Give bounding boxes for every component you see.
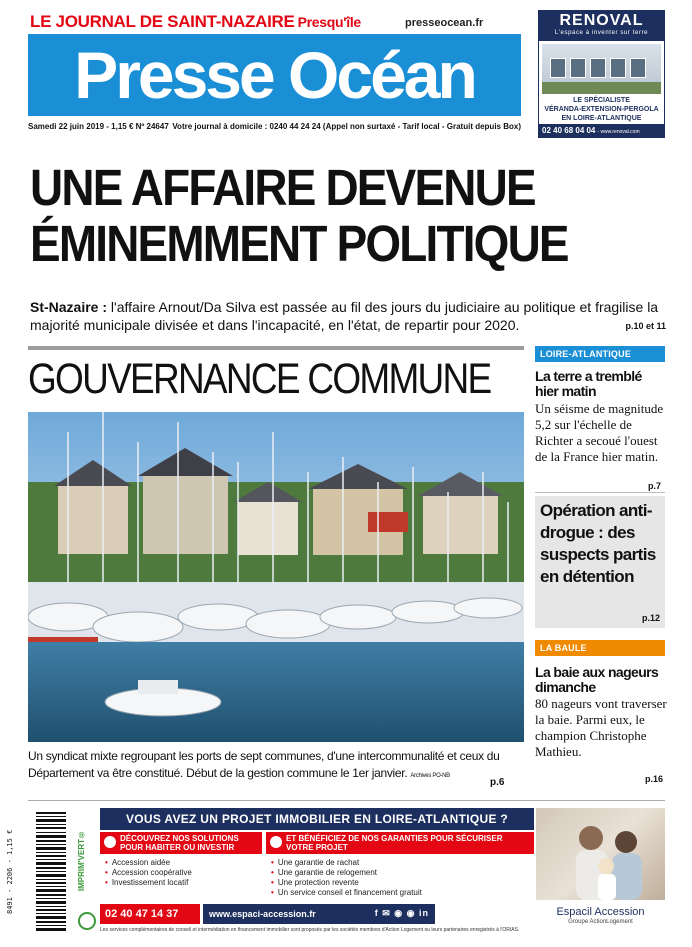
lead-location: St-Nazaire :	[30, 299, 108, 315]
shield-icon	[270, 836, 282, 848]
ad-phone-button[interactable]: 02 40 47 14 37	[100, 904, 200, 924]
date-price: Samedi 22 juin 2019 - 1,15 € Nº 24647	[28, 122, 169, 131]
newspaper-title: Presse Océan	[74, 38, 475, 112]
barcode-icon	[28, 808, 72, 936]
ad-solutions-header: DÉCOUVREZ NOS SOLUTIONS POUR HABITER OU INVESTIR	[100, 832, 262, 854]
marina-harbor-photo	[28, 412, 524, 742]
list-item: • Investissement locatif	[105, 878, 192, 888]
ad-headline: VOUS AVEZ UN PROJET IMMOBILIER EN LOIRE-ATLANTIQUE ?	[100, 808, 534, 830]
photo-credit: Archives PO-NB	[410, 773, 450, 779]
espacil-brand-sub: Groupe ActionLogement	[568, 919, 633, 925]
story3-body: 80 nageurs vont traverser la baie. Parmi eux, le champion Christophe Mathieu.	[535, 696, 667, 759]
list-item: • Une protection revente	[271, 878, 422, 888]
social-icons[interactable]: f ✉ ◉ ◉ in	[374, 908, 429, 918]
lead-text: l'affaire Arnout/Da Silva est passée au fil des jours du judiciaire au politique et fragilise la majorité municipale divisée et dans l'incapacité, en l'état, de repartir pour 2020.	[30, 299, 659, 333]
ad-solutions-list	[105, 858, 192, 888]
main-headline	[30, 160, 606, 272]
renoval-header	[539, 11, 664, 41]
story1-page-ref: p.7	[648, 481, 662, 491]
story2-page-ref: p.12	[641, 613, 660, 623]
lead-paragraph	[30, 298, 666, 334]
imprim-vert-badge	[76, 808, 98, 936]
edition-label: LE JOURNAL DE SAINT-NAZAIRE Presqu'île	[30, 12, 361, 31]
story2-box	[535, 496, 665, 628]
espacil-ad[interactable]	[100, 808, 665, 938]
renoval-tagline: L'espace à inventer sur terre	[554, 30, 649, 36]
ad-guarantees-list	[271, 858, 422, 898]
story-page-ref: p.6	[490, 777, 505, 788]
ad-divider	[28, 800, 665, 801]
ad-web-text: www.espaci-accession.fr	[209, 909, 316, 919]
family-photo	[536, 808, 665, 900]
photo-caption	[28, 748, 524, 785]
story-title: GOUVERNANCE COMMUNE	[28, 355, 491, 403]
ad-web-link[interactable]	[203, 904, 435, 924]
story1-title: La terre a tremblé hier matin	[535, 368, 642, 399]
espacil-brand	[536, 900, 665, 938]
section-tag-loire-atlantique: LOIRE-ATLANTIQUE	[535, 346, 665, 362]
espacil-brand-name: Espacil Accession	[556, 906, 645, 918]
ad-fine-print: Les services complémentaires de conseil et intermédiation en financement immobilier sont proposés par les sociétés membres d'Action Logement ou leurs partenaires enregistrés à l'ORIAS.	[100, 927, 520, 933]
story2-title: Opération anti-drogue : des suspects partis en détention	[540, 501, 656, 586]
list-item: • Accession coopérative	[105, 868, 192, 878]
section-rule	[28, 346, 524, 350]
imprim-vert-label: IMPRIM'VERT®	[77, 830, 86, 892]
website-link[interactable]: presseocean.fr	[405, 17, 484, 29]
column-divider	[535, 492, 665, 493]
headline-line-1: UNE AFFAIRE DEVENUE	[30, 159, 535, 216]
story3-page-ref: p.16	[645, 774, 664, 784]
masthead-banner	[28, 34, 521, 116]
renoval-brand: RENOVAL	[559, 12, 644, 29]
renoval-text: LE SPÉCIALISTE VÉRANDA-EXTENSION-PERGOLA EN LOIRE-ATLANTIQUE	[544, 97, 659, 122]
story1-body: Un séisme de magnitude 5,2 sur l'échelle de Richter a secoué l'ouest de la France hier matin.	[535, 401, 664, 464]
renoval-web: - www.renoval.com	[597, 129, 640, 135]
list-item: • Une garantie de rachat	[271, 858, 422, 868]
ad-solutions-block	[100, 832, 262, 898]
list-item: • Accession aidée	[105, 858, 192, 868]
renoval-phone: 02 40 68 04 04	[542, 126, 596, 135]
leaf-icon	[78, 912, 96, 930]
ad-guarantees-header: ET BÉNÉFICIEZ DE NOS GARANTIES POUR SÉCURISER VOTRE PROJET	[266, 832, 534, 854]
barcode-number: 8491 - 2206 - 1,15 €	[6, 829, 14, 915]
story3-title: La baie aux nageurs dimanche	[535, 664, 659, 695]
ad-guarantees-block	[266, 832, 534, 898]
renoval-ad[interactable]	[538, 10, 665, 138]
house-icon	[104, 836, 116, 848]
lead-page-ref: p.10 et 11	[625, 321, 666, 331]
list-item: • Une garantie de relogement	[271, 868, 422, 878]
edition-sub: Presqu'île	[297, 14, 361, 30]
veranda-photo	[542, 44, 661, 94]
list-item: • Un service conseil et financement gratuit	[271, 888, 422, 898]
section-tag-la-baule: LA BAULE	[535, 640, 665, 656]
headline-line-2: ÉMINEMMENT POLITIQUE	[30, 215, 568, 272]
renoval-contact	[539, 124, 664, 138]
caption-text: Un syndicat mixte regroupant les ports de sept communes, d'une intercommunalité et ceux du Département va être constitué. Début de la gestion commune le 1er janvier.	[28, 749, 500, 780]
subscription-info: Votre journal à domicile : 0240 44 24 24 (Appel non surtaxé - Tarif local - Gratuit depuis Box)	[172, 122, 521, 131]
